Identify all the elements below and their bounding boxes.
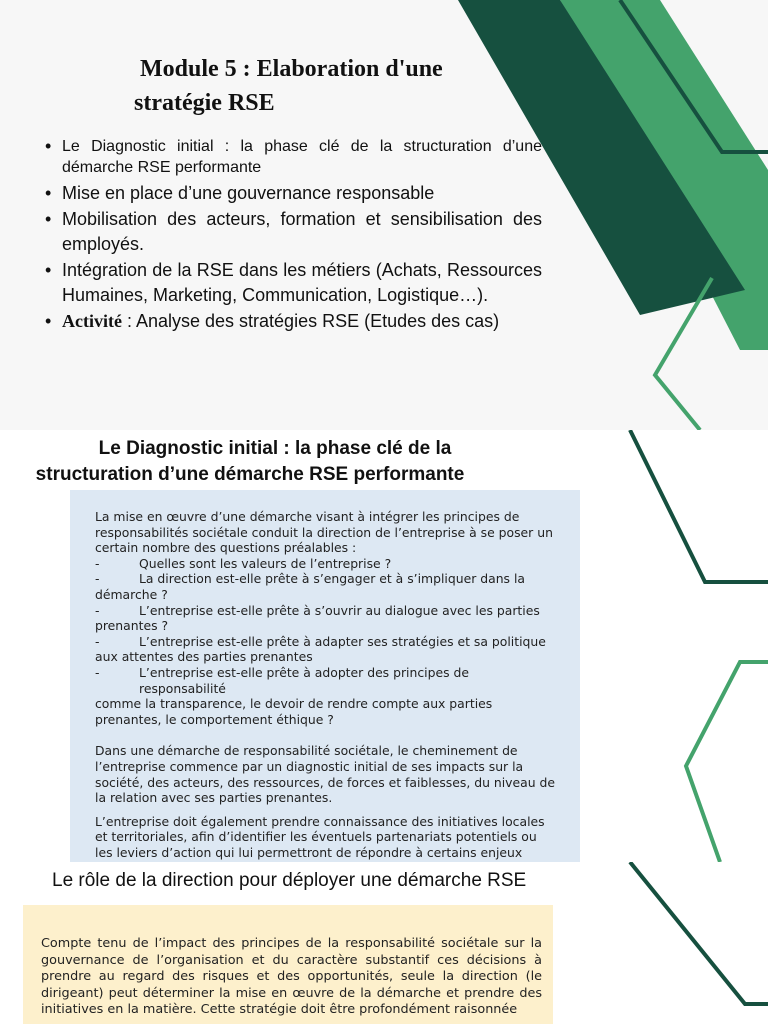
question-item <box>95 603 558 634</box>
module-title-line-2: stratégie RSE <box>134 90 275 116</box>
diagnostic-question-list <box>95 556 558 728</box>
dark-green-hexagon-line <box>630 862 768 1004</box>
bullet-item-diagnostic: • Le Diagnostic initial : la phase clé de la structuration d’une démarche RSE performante <box>42 136 542 178</box>
diagnostic-title-line-1: Le Diagnostic initial : la phase clé de la <box>98 438 452 459</box>
question-text: Quelles sont les valeurs de l’entreprise ? <box>139 555 392 571</box>
question-item <box>95 665 558 727</box>
role-direction-text-box <box>23 905 553 1024</box>
question-continuation: aux attentes des parties prenantes <box>95 649 313 665</box>
bullet-item-integration: • Intégration de la RSE dans les métiers (Achats, Ressources Humaines, Marketing, Communication, Logistique…). <box>42 258 542 308</box>
dash-marker: - <box>95 664 100 680</box>
activity-label: Activité <box>62 311 122 331</box>
diagnostic-intro: La mise en œuvre d’une démarche visant à intégrer les principes de responsabilités sociétale conduit la direction de l’entreprise à se poser un certain nombre des questions préalables : <box>95 509 553 556</box>
question-text: L’entreprise est-elle prête à s’ouvrir au dialogue avec les parties <box>139 602 540 618</box>
dark-green-hexagon-line <box>630 430 768 582</box>
slide-module-5 <box>0 0 768 430</box>
dash-marker: - <box>95 571 100 587</box>
module-bullet-list <box>42 136 542 335</box>
diagnostic-paragraph-2: Dans une démarche de responsabilité sociétale, le cheminement de l’entreprise commence par un diagnostic initial de ses impacts sur la société, des acteurs, des ressources, de forces et faiblesses, du niveau de la relation avec ses parties prenantes. <box>95 743 556 806</box>
question-text: L’entreprise est-elle prête à adopter des principes de responsabilité <box>139 664 469 696</box>
question-item <box>95 556 558 572</box>
activity-text: : Analyse des stratégies RSE (Etudes des cas) <box>121 311 500 331</box>
bullet-item-mobilisation: • Mobilisation des acteurs, formation et sensibilisation des employés. <box>42 207 542 257</box>
slide-role-direction <box>0 862 768 1024</box>
question-text: L’entreprise est-elle prête à adapter ses stratégies et sa politique <box>139 633 546 649</box>
bullet-item-gouvernance: • Mise en place d’une gouvernance responsable <box>42 181 542 206</box>
module-title-line-1: Module 5 : Elaboration d'une <box>140 56 443 82</box>
dash-marker: - <box>95 602 100 618</box>
dash-marker: - <box>95 555 100 571</box>
diagnostic-paragraph-3: L’entreprise doit également prendre connaissance des initiatives locales et territoriales, afin d’identifier les éventuels partenariats potentiels ou les leviers d’action qui lui permettront de répondre à certains enjeux <box>95 813 545 860</box>
question-text: La direction est-elle prête à s’engager et à s’impliquer dans la <box>139 571 525 587</box>
question-item <box>95 571 558 602</box>
green-hexagon-line <box>686 662 768 862</box>
dash-marker: - <box>95 633 100 649</box>
diagnostic-text-box <box>70 490 580 862</box>
question-continuation: comme la transparence, le devoir de rendre compte aux parties prenantes, le comportement éthique ? <box>95 696 493 727</box>
slide-diagnostic-initial <box>0 430 768 862</box>
role-direction-paragraph: Compte tenu de l’impact des principes de la responsabilité sociétale sur la gouvernance de l’organisation et du caractère substantif ces décisions à prendre au regard des risques et des opportunités, seule la direction (le dirigeant) peut déterminer la mise en œuvre de la démarche et prendre des initiatives en la matière. Cette stratégie doit être profondément raisonnée <box>41 936 542 1017</box>
question-continuation: prenantes ? <box>95 618 169 634</box>
diagnostic-title-line-2: structuration d’une démarche RSE performante <box>35 464 465 485</box>
question-continuation: démarche ? <box>95 586 168 602</box>
role-direction-title: Le rôle de la direction pour déployer une démarche RSE <box>52 870 527 891</box>
question-item <box>95 634 558 665</box>
bullet-item-activite <box>42 309 542 334</box>
